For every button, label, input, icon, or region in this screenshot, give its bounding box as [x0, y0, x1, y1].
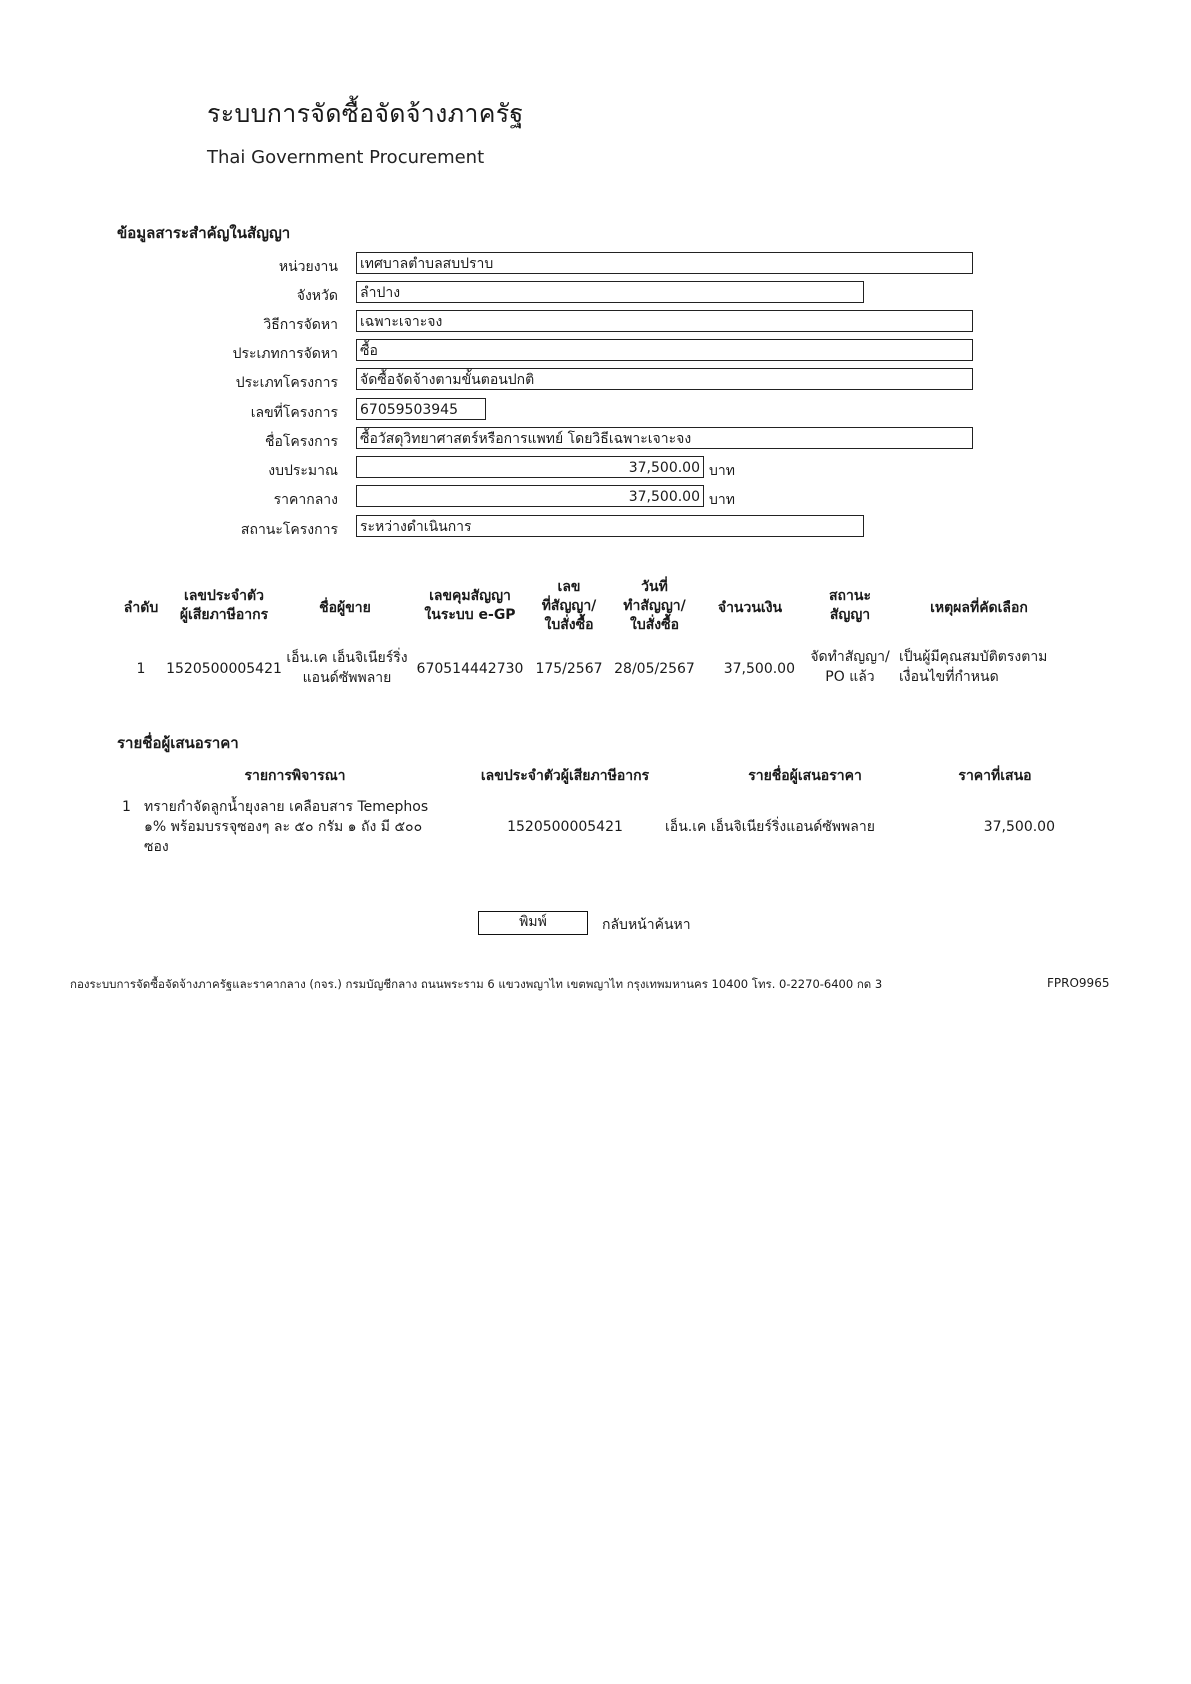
- project-status-label: สถานะโครงการ: [240, 522, 338, 538]
- bidders-heading: รายชื่อผู้เสนอราคา: [117, 734, 239, 752]
- median-price-label: ราคากลาง: [273, 492, 338, 508]
- row-reason: [899, 647, 1064, 687]
- col-control-header: [415, 587, 525, 625]
- row-status-line1: จัดทำสัญญา/: [810, 649, 890, 665]
- bidder-row-order: 1: [122, 799, 131, 815]
- agency-value: เทศบาลตำบลสบปราบ: [356, 252, 973, 274]
- project-name-label: ชื่อโครงการ: [264, 434, 338, 450]
- project-name-value: ซื้อวัสดุวิทยาศาสตร์หรือการแพทย์ โดยวิธีเฉพาะเจาะจง: [356, 427, 973, 449]
- print-button[interactable]: พิมพ์: [478, 911, 588, 935]
- row-order: 1: [136, 661, 146, 677]
- back-to-search-link[interactable]: กลับหน้าค้นหา: [602, 917, 691, 933]
- bidders-col-price-header: ราคาที่เสนอ: [958, 768, 1032, 784]
- project-type-label: ประเภทโครงการ: [235, 375, 338, 391]
- bidder-row-tax-id: 1520500005421: [507, 819, 623, 835]
- procurement-type-label: ประเภทการจัดหา: [232, 346, 338, 362]
- procurement-type-value: ซื้อ: [356, 339, 973, 361]
- method-label: วิธีการจัดหา: [263, 317, 338, 333]
- project-number-value: 67059503945: [356, 398, 486, 420]
- bidder-row-name: เอ็น.เค เอ็นจิเนียร์ริ่งแอนด์ซัพพลาย: [665, 819, 875, 835]
- col-contractno-header: [529, 578, 609, 635]
- col-date-header-line2: ทำสัญญา/: [623, 598, 686, 614]
- row-seller-line2: แอนด์ซัพพลาย: [302, 670, 392, 686]
- col-seller-header: ชื่อผู้ขาย: [319, 600, 371, 616]
- budget-unit: บาท: [709, 463, 735, 479]
- row-amount: 37,500.00: [723, 661, 795, 677]
- col-taxid-header: [164, 587, 284, 625]
- median-price-unit: บาท: [709, 492, 735, 508]
- page-subtitle: Thai Government Procurement: [207, 147, 485, 168]
- row-status-line2: PO แล้ว: [825, 669, 875, 685]
- row-reason-line2: เงื่อนไขที่กำหนด: [899, 669, 999, 685]
- contract-info-heading: ข้อมูลสาระสำคัญในสัญญา: [117, 224, 291, 242]
- row-contract-no: 175/2567: [535, 661, 603, 677]
- col-amount-header: จำนวนเงิน: [717, 600, 783, 616]
- col-date-header-line3: ใบสั่งซื้อ: [629, 617, 679, 633]
- col-taxid-header-line2: ผู้เสียภาษีอากร: [179, 607, 269, 623]
- project-number-label: เลขที่โครงการ: [250, 405, 338, 421]
- col-control-header-line2: ในระบบ e-GP: [424, 607, 516, 623]
- median-price-value: 37,500.00: [356, 485, 704, 507]
- row-reason-line1: เป็นผู้มีคุณสมบัติตรงตาม: [899, 649, 1048, 665]
- row-control-no: 670514442730: [416, 661, 524, 677]
- page-title: ระบบการจัดซื้อจัดจ้างภาครัฐ: [207, 99, 524, 128]
- col-status-header: [800, 587, 900, 625]
- bidder-row-item-line3: ซอง: [144, 839, 169, 855]
- row-status: [800, 647, 900, 687]
- bidder-row-item-line2: ๑% พร้อมบรรจุซองๆ ละ ๕๐ กรัม ๑ ถัง มี ๕๐๐: [144, 819, 423, 835]
- col-date-header-line1: วันที่: [641, 579, 668, 595]
- col-status-header-line2: สัญญา: [829, 607, 871, 623]
- method-value: เฉพาะเจาะจง: [356, 310, 973, 332]
- row-seller: [282, 648, 412, 688]
- project-status-value: ระหว่างดำเนินการ: [356, 515, 864, 537]
- footer-address: กองระบบการจัดซื้อจัดจ้างภาครัฐและราคากลาง (กจร.) กรมบัญชีกลาง ถนนพระราม 6 แขวงพญาไท เขตพญาไท กรุงเทพมหานคร 10400 โทร. 0-2270-6400 กด 3: [70, 977, 883, 991]
- col-reason-header: เหตุผลที่คัดเลือก: [930, 600, 1028, 616]
- col-taxid-header-line1: เลขประจำตัว: [184, 588, 264, 604]
- bidders-col-item-header: รายการพิจารณา: [244, 768, 346, 784]
- bidder-row-price: 37,500.00: [983, 819, 1055, 835]
- province-value: ลำปาง: [356, 281, 864, 303]
- col-status-header-line1: สถานะ: [829, 588, 871, 604]
- budget-value: 37,500.00: [356, 456, 704, 478]
- agency-label: หน่วยงาน: [278, 259, 338, 275]
- col-date-header: [612, 578, 697, 635]
- row-seller-line1: เอ็น.เค เอ็นจิเนียร์ริ่ง: [286, 650, 408, 666]
- budget-label: งบประมาณ: [268, 463, 338, 479]
- col-contractno-header-line2: ที่สัญญา/: [541, 598, 597, 614]
- col-contractno-header-line3: ใบสั่งซื้อ: [544, 617, 594, 633]
- province-label: จังหวัด: [296, 288, 338, 304]
- row-tax-id: 1520500005421: [166, 661, 282, 677]
- row-date: 28/05/2567: [614, 661, 695, 677]
- col-contractno-header-line1: เลข: [557, 579, 581, 595]
- col-control-header-line1: เลขคุมสัญญา: [429, 588, 511, 604]
- bidders-col-bidder-header: รายชื่อผู้เสนอราคา: [748, 768, 862, 784]
- bidder-row-item-line1: ทรายกำจัดลูกน้ำยุงลาย เคลือบสาร Temephos: [144, 799, 429, 815]
- col-order-header: ลำดับ: [123, 600, 159, 616]
- form-code: FPRO9965: [1047, 976, 1110, 990]
- project-type-value: จัดซื้อจัดจ้างตามขั้นตอนปกติ: [356, 368, 973, 390]
- bidder-row-item: [144, 797, 474, 857]
- bidders-col-taxid-header: เลขประจำตัวผู้เสียภาษีอากร: [480, 768, 650, 784]
